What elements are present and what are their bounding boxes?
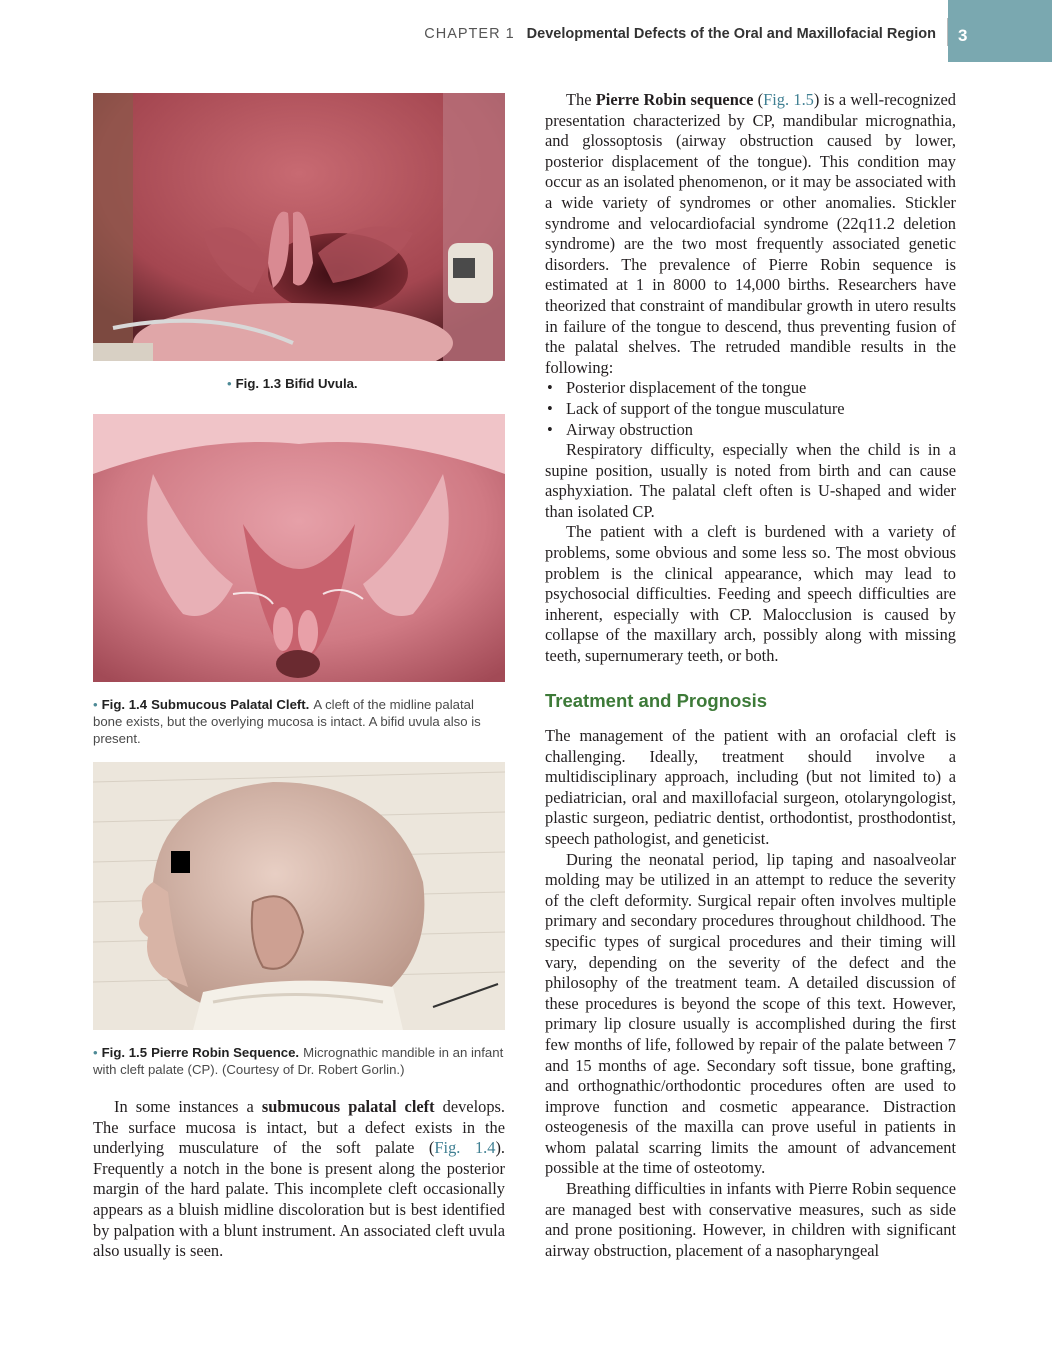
figure-1-5-photo — [93, 762, 505, 1030]
figure-1-3-caption — [227, 375, 507, 392]
caption-bullet: • — [93, 1045, 98, 1060]
right-column-top — [545, 90, 956, 667]
caption-bullet: • — [93, 697, 98, 712]
figure-title: Bifid Uvula. — [285, 376, 358, 391]
running-head — [424, 26, 936, 42]
figure-1-5-caption — [93, 1044, 505, 1078]
bullet-list — [545, 378, 956, 440]
figure-link[interactable]: Fig. 1.4 — [434, 1138, 496, 1158]
chapter-label: CHAPTER 1 — [424, 26, 515, 42]
figure-label: Fig. 1.5 — [101, 1045, 148, 1060]
figure-label: Fig. 1.3 — [235, 376, 282, 391]
left-column — [93, 1097, 505, 1262]
text-run: ). Frequently a notch in the bone is present along the posterior margin of the hard palate. This incomplete cleft occasionally appears as a bluish midline discoloration but is best identified by palpation with a blunt instrument. An associated cleft uvula also usually is seen. — [93, 1138, 505, 1261]
right-column-bottom — [545, 726, 956, 1261]
bold-term: submucous palatal cleft — [261, 1097, 435, 1116]
list-item: • Lack of support of the tongue musculature — [545, 399, 956, 420]
paragraph: Respiratory difficulty, especially when the child is in a supine position, usually is noted from birth and can cause asphyxiation. The palatal cleft often is U-shaped and wider than isolated CP. — [545, 440, 956, 521]
text-run: ) is a well-recognized presentation characterized by CP, mandibular micrognathia, and glossoptosis (airway obstruction caused by lower, posterior displacement of the tongue). This condition may occur as an isolated phenomenon, or it may be associated with a wide variety of syndromes or other anomalies. Stickler syndrome and velocardiofacial syndrome (22q11.2 deletion syndrome) are the two most frequently associated genetic disorders. The prevalence of Pierre Robin sequence is estimated at 1 in 8000 to 14,000 births. Researchers have theorized that constraint of mandibular growth in utero results in failure of the tongue to descend, thus preventing fusion of the palatal shelves. The retruded mandible results in the following: — [545, 90, 956, 377]
figure-link[interactable]: Fig. 1.5 — [763, 90, 814, 109]
figure-1-4-caption — [93, 696, 505, 747]
section-heading: Treatment and Prognosis — [545, 690, 768, 711]
figure-text: Micrognathic mandible in an infant with cleft palate (CP). (Courtesy of Dr. Robert Gorlin.) — [93, 1045, 504, 1077]
caption-bullet: • — [227, 376, 232, 391]
figure-text: A cleft of the midline palatal bone exists, but the overlying mucosa is intact. A bifid uvula also is present. — [93, 697, 481, 746]
text-run: ( — [753, 90, 764, 109]
page-number-tab — [948, 0, 1052, 62]
text-run: The — [566, 90, 596, 109]
figure-title: Submucous Palatal Cleft. — [151, 697, 310, 712]
redaction-box — [171, 851, 190, 873]
paragraph — [545, 90, 956, 378]
paragraph: Breathing difficulties in infants with Pierre Robin sequence are managed best with conservative measures, such as side and prone positioning. However, in children with significant airway obstruction, placement of a nasopharyngeal — [545, 1179, 956, 1260]
text-run: In some instances a — [114, 1097, 262, 1116]
paragraph: The management of the patient with an orofacial cleft is challenging. Ideally, treatment should involve a multidisciplinary approach, including (but not limited to) a pediatrician, oral and maxillofacial surgeon, otolaryngologist, plastic surgeon, pediatric dentist, orthodontist, prosthodontist, speech pathologist, and geneticist. — [545, 726, 956, 848]
paragraph: During the neonatal period, lip taping and nasoalveolar molding may be utilized in an attempt to reduce the severity of the cleft deformity. Surgical repair often involves multiple primary and secondary procedures throughout childhood. The specific types of surgical procedures and their timing will vary, depending on the severity of the defect and the philosophy of the treatment team. A detailed discussion of these procedures is beyond the scope of this text. However, primary lip closure usually is accomplished during the first few months of life, followed by repair of the palate between 7 and 15 months of age. Secondary soft tissue, bone grafting, and orthognathic/orthodontic procedures often are used to improve function and cosmetic appearance. Distraction osteogenesis of the maxilla can prove useful in patients in whom palatal scarring limits the amount of advancement possible at the time of osteotomy. — [545, 849, 956, 1178]
list-item: • Airway obstruction — [545, 420, 956, 441]
list-item: • Posterior displacement of the tongue — [545, 378, 956, 399]
paragraph — [93, 1097, 505, 1262]
figure-1-4-photo — [93, 414, 505, 682]
chapter-title: Developmental Defects of the Oral and Maxillofacial Region — [526, 26, 936, 42]
text-run: develops. The surface mucosa is intact, but a defect exists in the underlying musculature of the soft palate ( — [93, 1097, 505, 1158]
figure-title: Pierre Robin Sequence. — [151, 1045, 300, 1060]
bold-term: Pierre Robin sequence — [595, 90, 754, 109]
paragraph: The patient with a cleft is burdened with a variety of problems, some obvious and some less so. The most obvious problem is the clinical appearance, which may lead to psychosocial difficulties. Feeding and speech difficulties are inherent, especially with CP. Malocclusion is caused by collapse of the maxillary arch, possibly along with missing teeth, supernumerary teeth, or both. — [545, 522, 956, 666]
figure-1-3-photo — [93, 93, 505, 361]
page-number: 3 — [958, 26, 968, 45]
figure-label: Fig. 1.4 — [101, 697, 148, 712]
